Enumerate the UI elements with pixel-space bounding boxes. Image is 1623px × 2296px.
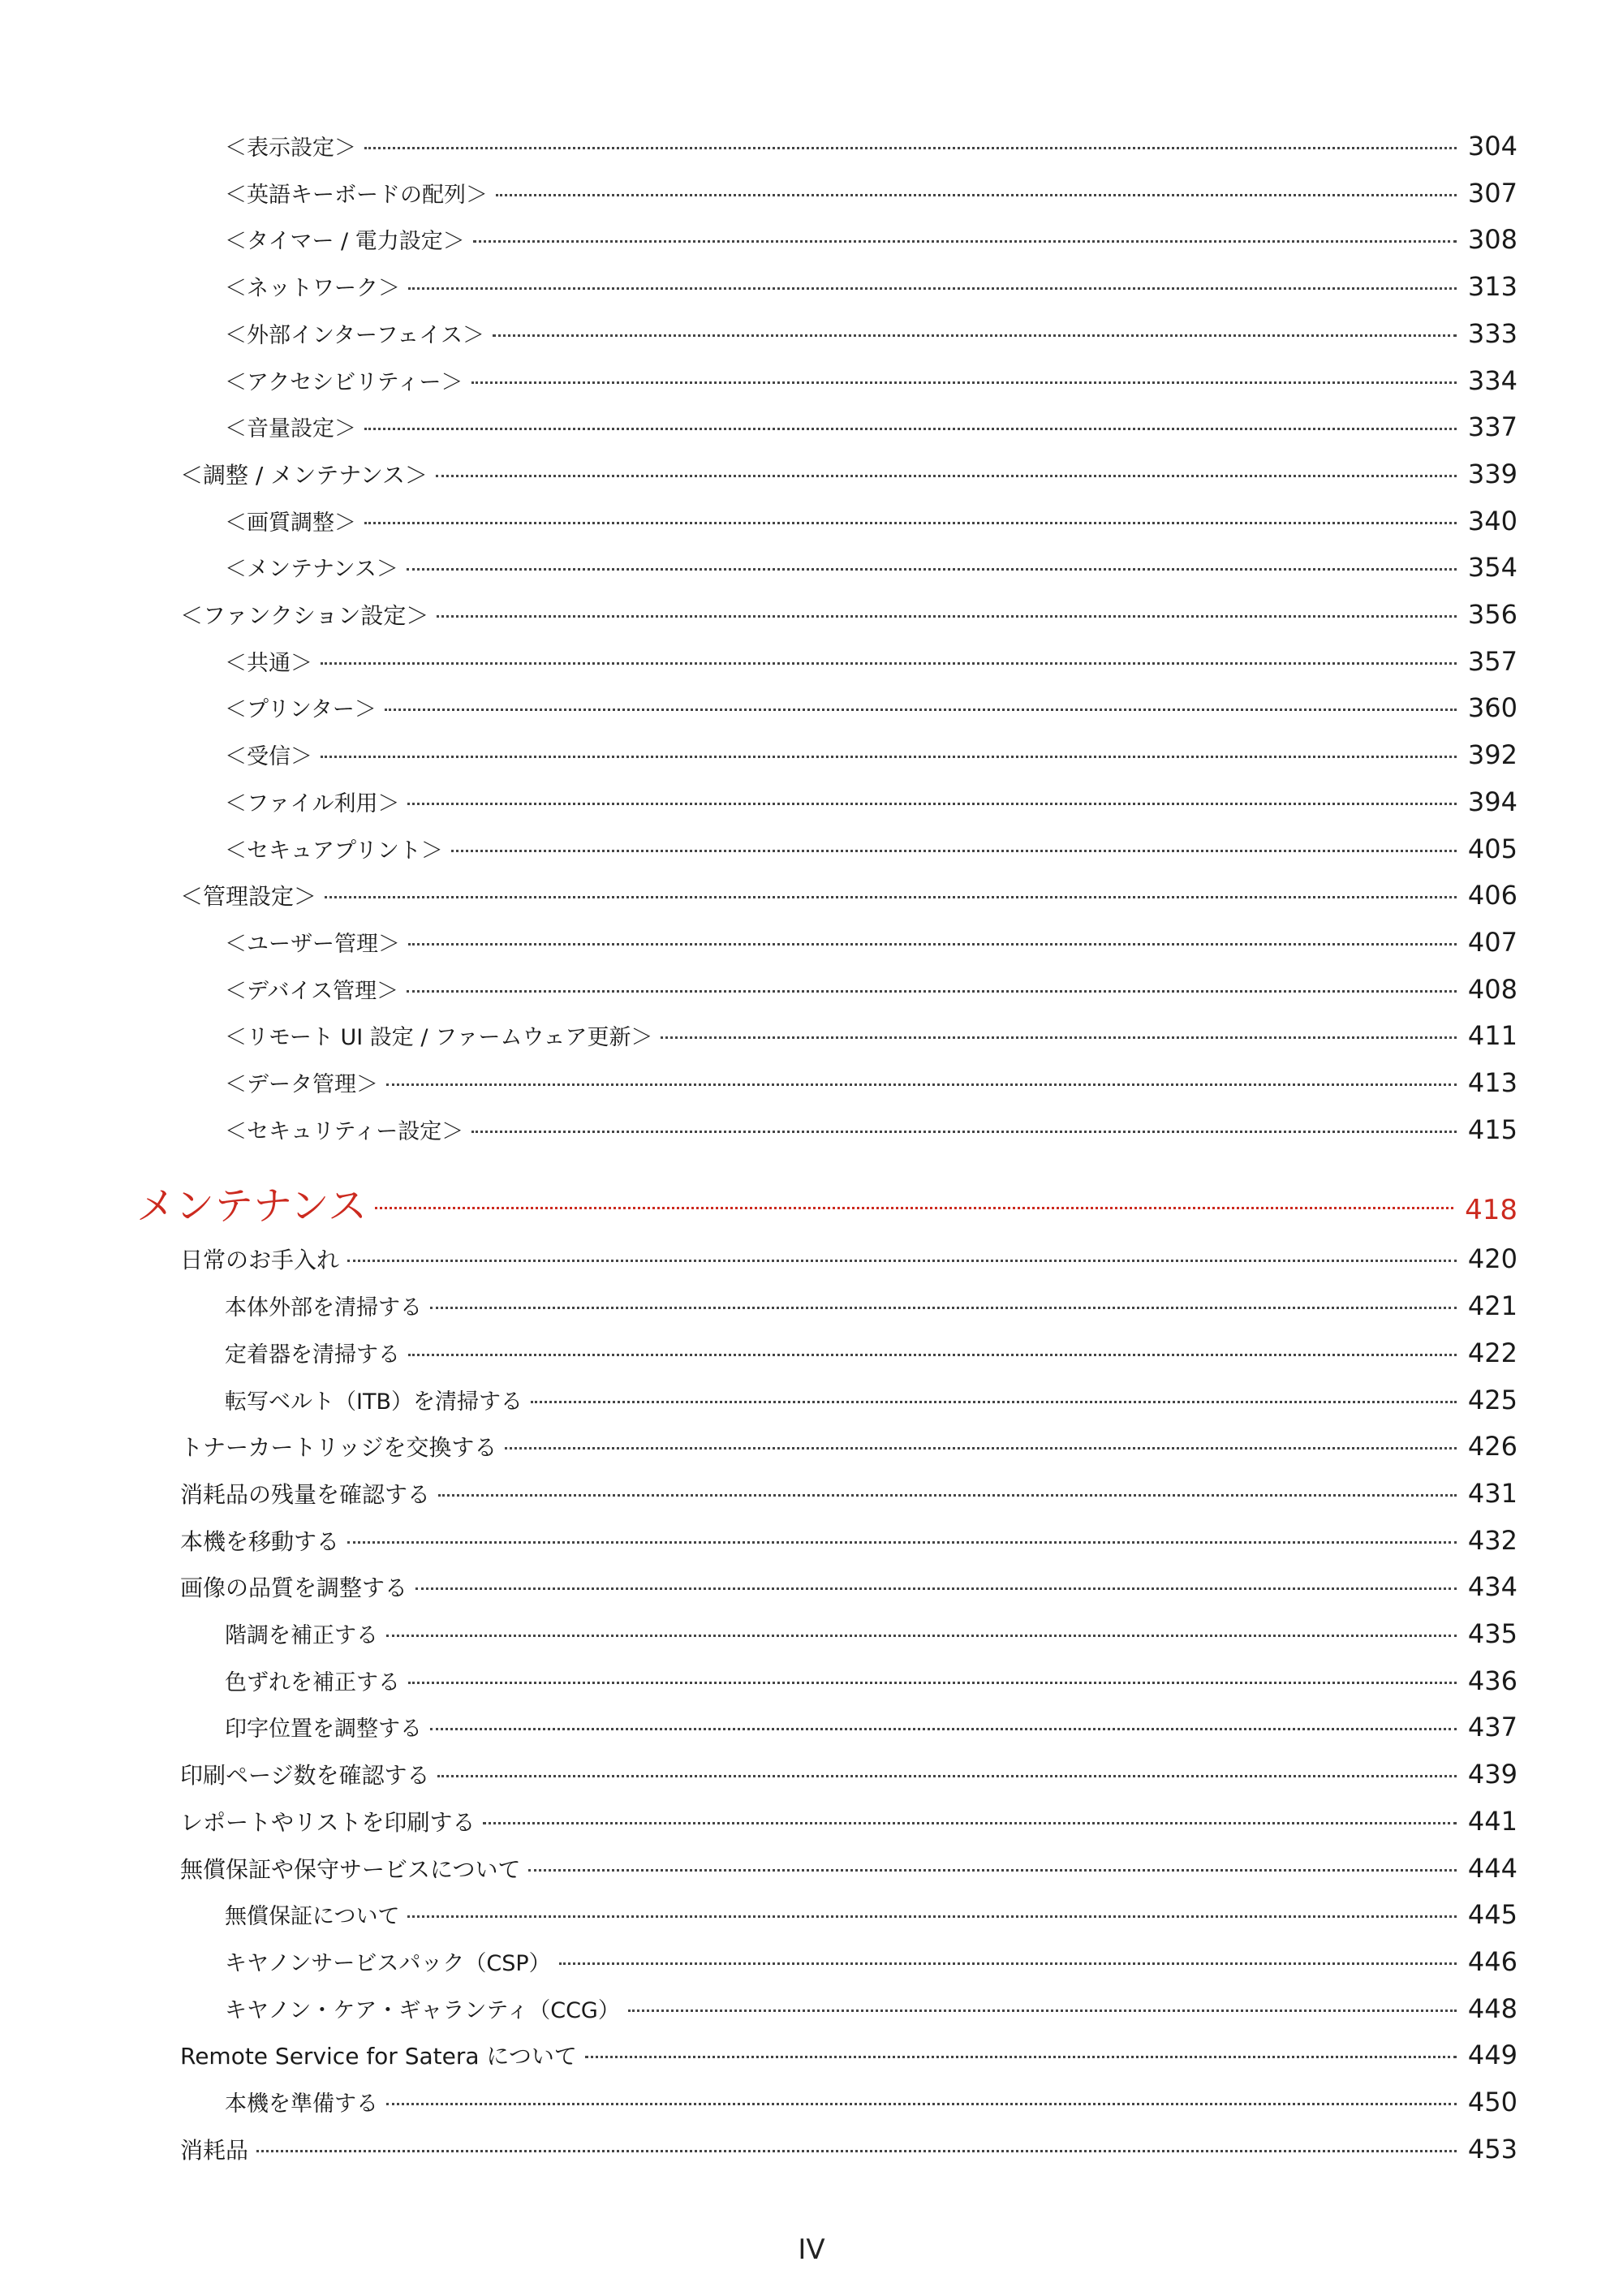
dot-leader — [496, 194, 1457, 196]
toc-entry[interactable] — [180, 2131, 1518, 2167]
dot-leader — [661, 1036, 1456, 1039]
toc-entry[interactable] — [225, 316, 1518, 351]
toc-entry[interactable] — [225, 784, 1518, 820]
toc-entry[interactable] — [225, 1112, 1518, 1148]
toc-entry-title: ＜セキュアプリント＞ — [225, 838, 443, 864]
dot-leader — [451, 850, 1457, 852]
dot-leader — [408, 287, 1457, 290]
dot-leader — [364, 522, 1457, 524]
toc-entry-page: 411 — [1467, 1020, 1518, 1052]
toc-entry[interactable] — [180, 597, 1518, 632]
toc-entry-title: ＜ユーザー管理＞ — [225, 931, 400, 957]
toc-entry-page: 421 — [1467, 1290, 1518, 1322]
dot-leader — [528, 1869, 1456, 1872]
dot-leader — [321, 756, 1457, 758]
toc-entry-page: 339 — [1467, 458, 1518, 489]
toc-entry-page: 436 — [1467, 1665, 1518, 1696]
toc-entry-title: 本機を準備する — [225, 2091, 378, 2117]
toc-entry[interactable] — [225, 1944, 1518, 1979]
dot-leader — [628, 2010, 1457, 2012]
toc-entry[interactable] — [225, 363, 1518, 398]
toc-entry-title: 日常のお手入れ — [180, 1247, 340, 1274]
toc-entry[interactable] — [225, 1663, 1518, 1699]
toc-entry[interactable] — [225, 1382, 1518, 1418]
toc-entry[interactable] — [225, 2084, 1518, 2120]
dot-leader — [375, 1207, 1453, 1209]
dot-leader — [471, 1131, 1457, 1133]
toc-entry-title: レポートやリストを印刷する — [180, 1808, 476, 1836]
toc-chapter-entry[interactable] — [136, 1179, 1518, 1233]
toc-entry[interactable] — [180, 1756, 1518, 1792]
toc-entry[interactable] — [225, 222, 1518, 257]
toc-entry-page: 333 — [1467, 317, 1518, 349]
dot-leader — [408, 1354, 1457, 1356]
toc-entry[interactable] — [180, 456, 1518, 492]
toc-entry-title: 消耗品 — [180, 2136, 249, 2164]
dot-leader — [386, 1635, 1457, 1637]
toc-entry[interactable] — [225, 1709, 1518, 1745]
toc-entry-title: ＜共通＞ — [225, 650, 312, 676]
toc-entry-title: ＜アクセシビリティー＞ — [225, 369, 463, 395]
toc-entry-page: 356 — [1467, 599, 1518, 630]
dot-leader — [559, 1962, 1457, 1965]
toc-entry-page: 394 — [1467, 786, 1518, 817]
toc-entry[interactable] — [225, 409, 1518, 445]
dot-leader — [364, 147, 1457, 149]
toc-entry-page: 313 — [1467, 271, 1518, 303]
toc-entry-page: 308 — [1467, 224, 1518, 256]
toc-entry-page: 432 — [1467, 1524, 1518, 1556]
toc-entry-page: 420 — [1467, 1243, 1518, 1275]
dot-leader — [386, 1083, 1457, 1086]
toc-entry[interactable] — [225, 690, 1518, 726]
toc-entry-page: 334 — [1467, 364, 1518, 396]
toc-entry[interactable] — [180, 877, 1518, 913]
toc-entry-page: 418 — [1465, 1194, 1518, 1227]
toc-entry-title: 色ずれを補正する — [225, 1669, 400, 1695]
toc-entry-page: 354 — [1467, 552, 1518, 584]
toc-entry-page: 444 — [1467, 1852, 1518, 1884]
toc-entry-page: 304 — [1467, 131, 1518, 162]
dot-leader — [415, 1587, 1457, 1590]
toc-entry-title: 印刷ページ数を確認する — [180, 1762, 430, 1790]
toc-entry-title: ＜受信＞ — [225, 744, 312, 770]
toc-entry[interactable] — [225, 1288, 1518, 1324]
toc-entry-title: 本体外部を清掃する — [225, 1295, 422, 1321]
toc-entry[interactable] — [225, 924, 1518, 960]
toc-entry-page: 431 — [1467, 1477, 1518, 1509]
toc-entry-page: 449 — [1467, 2040, 1518, 2071]
toc-entry[interactable] — [180, 1241, 1518, 1277]
toc-entry[interactable] — [180, 1523, 1518, 1558]
toc-entry-title: ＜画質調整＞ — [225, 510, 356, 536]
toc-entry-page: 445 — [1467, 1899, 1518, 1931]
toc-entry-title: ＜音量設定＞ — [225, 416, 356, 442]
toc-entry[interactable] — [225, 737, 1518, 773]
toc-entry[interactable] — [180, 1850, 1518, 1886]
toc-entry-title: ＜調整 / メンテナンス＞ — [180, 461, 428, 489]
toc-entry-page: 453 — [1467, 2133, 1518, 2165]
toc-entry-page: 437 — [1467, 1712, 1518, 1743]
toc-entry-title: Remote Service for Satera について — [180, 2043, 577, 2070]
toc-entry-page: 340 — [1467, 505, 1518, 536]
toc-entry-page: 307 — [1467, 177, 1518, 209]
toc-entry-page: 446 — [1467, 1945, 1518, 1977]
toc-entry[interactable] — [225, 1897, 1518, 1932]
toc-entry-title: キヤノン・ケア・ギャランティ（CCG） — [225, 1997, 620, 2023]
dot-leader — [473, 240, 1457, 243]
toc-entry[interactable] — [180, 1569, 1518, 1605]
toc-entry-title: 転写ベルト（ITB）を清掃する — [225, 1389, 523, 1415]
toc-entry-page: 435 — [1467, 1618, 1518, 1649]
toc-entry-title: ＜デバイス管理＞ — [225, 978, 399, 1004]
toc-entry-title: ＜ファンクション設定＞ — [180, 602, 429, 629]
toc-entry-page: 434 — [1467, 1571, 1518, 1603]
toc-entry[interactable] — [225, 644, 1518, 679]
toc-entry-title: ＜管理設定＞ — [180, 883, 317, 911]
footer-page-number: IV — [798, 2234, 825, 2266]
toc-entry-page: 439 — [1467, 1759, 1518, 1790]
toc-entry[interactable] — [180, 1475, 1518, 1511]
toc-entry-page: 408 — [1467, 973, 1518, 1005]
toc-entry-title: 無償保証について — [225, 1904, 400, 1930]
dot-leader — [256, 2150, 1457, 2152]
dot-leader — [493, 334, 1457, 337]
dot-leader — [437, 1775, 1456, 1777]
dot-leader — [385, 709, 1457, 711]
dot-leader — [407, 803, 1456, 805]
toc-entry-title: ＜ファイル利用＞ — [225, 790, 400, 816]
toc-entry-page: 422 — [1467, 1337, 1518, 1368]
toc-entry-title: ＜セキュリティー設定＞ — [225, 1118, 464, 1144]
dot-leader — [407, 990, 1457, 993]
toc-entry-title: 定着器を清掃する — [225, 1342, 400, 1368]
toc-entry-page: 360 — [1467, 692, 1518, 724]
dot-leader — [321, 662, 1457, 665]
toc-entry-page: 357 — [1467, 645, 1518, 677]
toc-entry[interactable] — [225, 1018, 1518, 1053]
toc-entry[interactable] — [225, 549, 1518, 585]
toc-entry-title: ＜英語キーボードの配列＞ — [225, 182, 488, 208]
dot-leader — [325, 896, 1457, 898]
toc-entry-page: 407 — [1467, 926, 1518, 958]
toc-entry[interactable] — [225, 1065, 1518, 1101]
toc-entry-title: ＜表示設定＞ — [225, 136, 356, 161]
toc-entry-title: ＜ネットワーク＞ — [225, 276, 400, 302]
toc-entry[interactable] — [225, 1335, 1518, 1371]
toc-entry[interactable] — [180, 1428, 1518, 1464]
toc-entry[interactable] — [225, 128, 1518, 164]
toc-entry-page: 415 — [1467, 1114, 1518, 1145]
toc-entry[interactable] — [225, 175, 1518, 211]
toc-entry-page: 392 — [1467, 739, 1518, 771]
toc-entry-page: 425 — [1467, 1384, 1518, 1415]
toc-entry-title: 消耗品の残量を確認する — [180, 1480, 431, 1508]
dot-leader — [408, 943, 1457, 946]
toc-entry-page: 406 — [1467, 880, 1518, 911]
dot-leader — [386, 2103, 1457, 2105]
toc-entry-title: 画像の品質を調整する — [180, 1574, 408, 1602]
dot-leader — [531, 1401, 1457, 1403]
dot-leader — [364, 428, 1457, 430]
toc-entry-title: ＜タイマー / 電力設定＞ — [225, 229, 465, 255]
toc-entry-title: 印字位置を調整する — [225, 1717, 422, 1742]
toc-entry-page: 448 — [1467, 1992, 1518, 2024]
toc-entry[interactable] — [225, 269, 1518, 304]
dot-leader — [408, 1682, 1457, 1684]
toc-entry[interactable] — [225, 971, 1518, 1007]
toc-entry-title: 本機を移動する — [180, 1527, 340, 1555]
toc-entry-title: ＜リモート UI 設定 / ファームウェア更新＞ — [225, 1025, 653, 1051]
toc-entry[interactable] — [225, 831, 1518, 867]
toc-entry-page: 426 — [1467, 1431, 1518, 1462]
toc-entry[interactable] — [180, 2037, 1518, 2073]
toc-entry[interactable] — [225, 1616, 1518, 1652]
dot-leader — [505, 1447, 1457, 1450]
dot-leader — [347, 1260, 1457, 1262]
toc-entry-title: ＜外部インターフェイス＞ — [225, 322, 484, 348]
toc-entry-title: ＜メンテナンス＞ — [225, 557, 398, 583]
dot-leader — [430, 1728, 1457, 1730]
toc-entry-page: 441 — [1467, 1805, 1518, 1837]
dot-leader — [437, 615, 1457, 618]
toc-entry-title: キヤノンサービスパック（CSP） — [225, 1950, 551, 1976]
toc-entry-page: 405 — [1467, 833, 1518, 864]
toc-entry-title: トナーカートリッジを交換する — [180, 1434, 497, 1462]
toc-entry-title: メンテナンス — [136, 1183, 368, 1230]
toc-entry-page: 413 — [1467, 1067, 1518, 1098]
toc-entry[interactable] — [225, 1991, 1518, 2027]
toc-entry-title: ＜データ管理＞ — [225, 1072, 378, 1097]
dot-leader — [407, 568, 1457, 571]
dot-leader — [585, 2056, 1457, 2058]
dot-leader — [347, 1541, 1457, 1544]
toc-entry[interactable] — [180, 1803, 1518, 1839]
dot-leader — [407, 1915, 1456, 1918]
dot-leader — [438, 1494, 1457, 1497]
toc-entry-title: 無償保証や保守サービスについて — [180, 1855, 521, 1883]
toc-entry-title: ＜プリンター＞ — [225, 697, 377, 723]
dot-leader — [471, 381, 1457, 384]
dot-leader — [483, 1822, 1456, 1824]
toc-entry-title: 階調を補正する — [225, 1623, 378, 1648]
toc-entry-page: 337 — [1467, 411, 1518, 443]
toc-entry-page: 450 — [1467, 2087, 1518, 2117]
dot-leader — [436, 475, 1457, 477]
dot-leader — [430, 1307, 1457, 1309]
toc-entry[interactable] — [225, 503, 1518, 539]
